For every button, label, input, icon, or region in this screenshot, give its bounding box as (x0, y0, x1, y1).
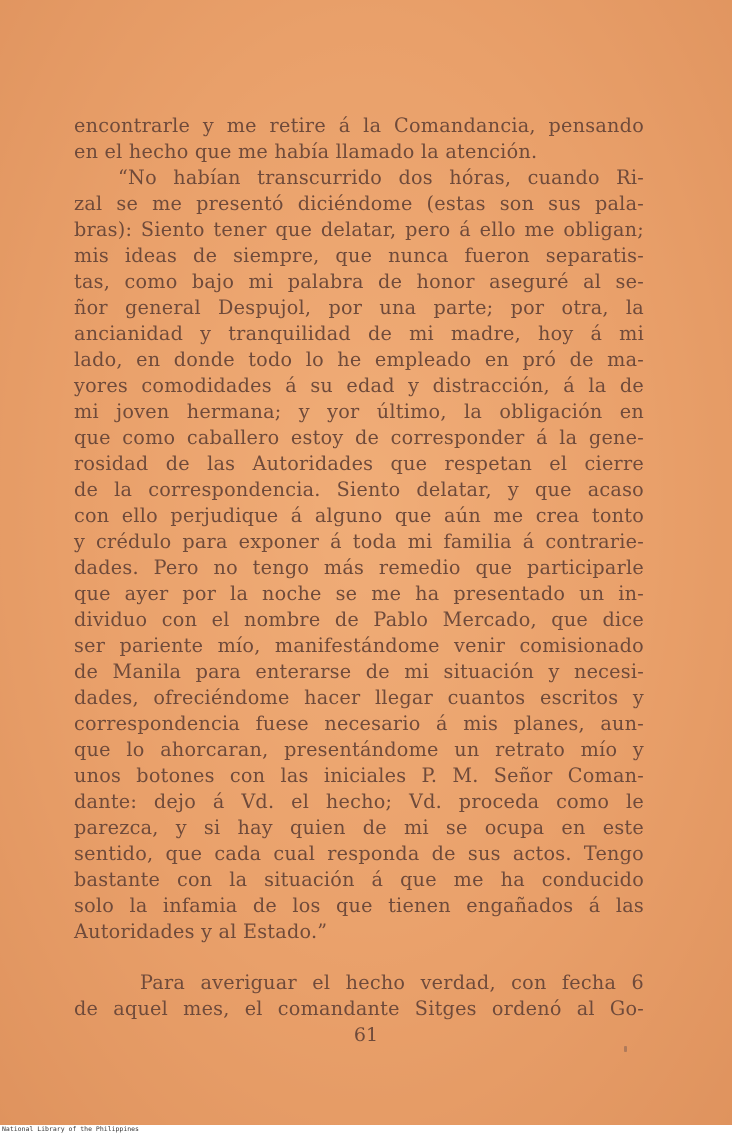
body-text (74, 113, 644, 1022)
text-line: en el hecho que me había llamado la atención. (74, 140, 538, 163)
text-line: parezca, y si hay quien de mi se ocupa en este (74, 816, 644, 839)
text-line: bastante con la situación á que me ha conducido (74, 868, 644, 891)
text-line: de la correspondencia. Siento delatar, y que acaso (74, 478, 644, 501)
text-line: dividuo con el nombre de Pablo Mercado, que dice (74, 608, 644, 631)
text-line: ancianidad y tranquilidad de mi madre, hoy á mi (74, 322, 644, 345)
text-line: de aquel mes, el comandante Sitges ordenó al Go- (74, 997, 644, 1020)
text-line: dades. Pero no tengo más remedio que participarle (74, 556, 644, 579)
text-line: rosidad de las Autoridades que respetan el cierre (74, 452, 644, 475)
text-line: lado, en donde todo lo he empleado en pró de ma- (74, 348, 644, 371)
text-line: y crédulo para exponer á toda mi familia á contrarie- (74, 530, 644, 553)
text-line: solo la infamia de los que tienen engañados á las (74, 894, 644, 917)
text-line: con ello perjudique á alguno que aún me crea tonto (74, 504, 644, 527)
text-line: ñor general Despujol, por una parte; por otra, la (74, 296, 644, 319)
text-line: que ayer por la noche se me ha presentado un in- (74, 582, 644, 605)
text-line: mis ideas de siempre, que nunca fueron separatis- (74, 244, 644, 267)
text-line: sentido, que cada cual responda de sus actos. Tengo (74, 842, 644, 865)
text-line: tas, como bajo mi palabra de honor aseguré al se- (74, 270, 644, 293)
text-line: bras): Siento tener que delatar, pero á ello me obligan; (74, 218, 644, 241)
text-line: zal se me presentó diciéndome (estas son sus pala- (74, 192, 644, 215)
text-line: que como caballero estoy de corresponder á la gene- (74, 426, 644, 449)
paragraph-gap (74, 945, 644, 970)
text-line: Para averiguar el hecho verdad, con fecha 6 (140, 971, 644, 994)
text-line: dades, ofreciéndome hacer llegar cuantos escritos y (74, 686, 644, 709)
text-line: yores comodidades á su edad y distracción, á la de (74, 374, 644, 397)
library-credit: National Library of the Philippines (2, 1125, 139, 1133)
text-line: “No habían transcurrido dos hóras, cuando Ri- (118, 166, 644, 189)
page-number: 61 (353, 1024, 379, 1046)
text-line: mi joven hermana; y yor último, la obligación en (74, 400, 644, 423)
text-line: unos botones con las iniciales P. M. Señor Coman- (74, 764, 644, 787)
text-line: ser pariente mío, manifestándome venir comisionado (74, 634, 644, 657)
text-line: de Manila para enterarse de mi situación y necesi- (74, 660, 644, 683)
text-line: que lo ahorcaran, presentándome un retrato mío y (74, 738, 644, 761)
text-line: correspondencia fuese necesario á mis planes, aun- (74, 712, 644, 735)
ink-mark (624, 1046, 627, 1052)
text-line: Autoridades y al Estado.” (74, 920, 328, 943)
text-line: encontrarle y me retire á la Comandancia, pensando (74, 114, 644, 137)
text-line: dante: dejo á Vd. el hecho; Vd. proceda como le (74, 790, 644, 813)
